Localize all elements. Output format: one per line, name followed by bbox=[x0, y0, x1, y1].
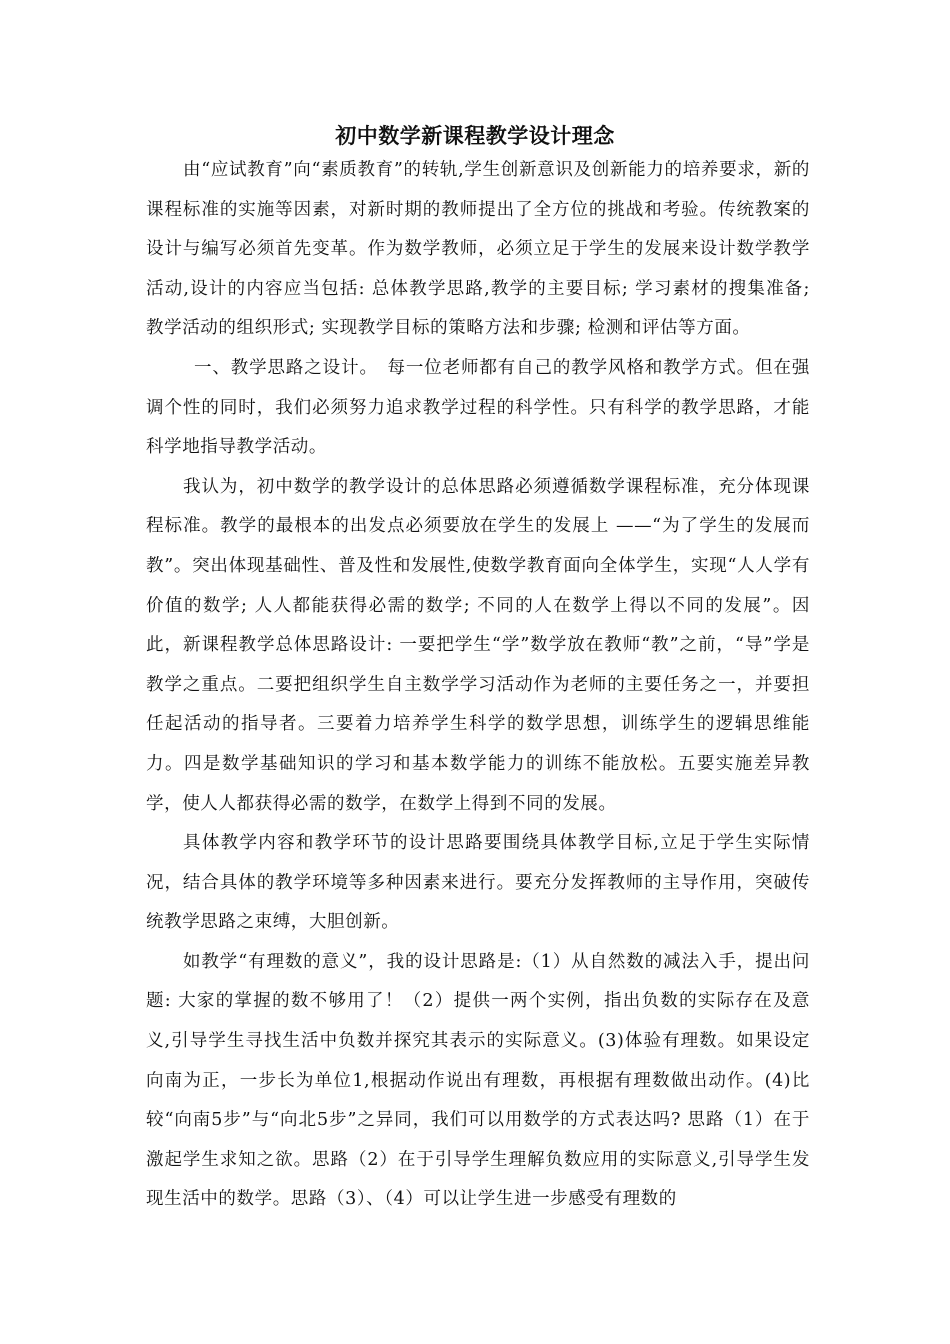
document-body bbox=[146, 151, 810, 1220]
paragraph-overall-approach: 我认为，初中数学的教学设计的总体思路必须遵循数学课程标准，充分体现课程标准。教学的最根本的出发点必须要放在学生的发展上 ——“为了学生的发展而教”。突出体现基础性、普及性和发展性,使数学教育面向全体学生，实现“人人学有价值的数学; 人人都能获得必需的数学; 不同的人在数学上得以不同的发展”。因此，新课程教学总体思路设计: 一要把学生“学”数学放在教师“教”之前，“导”学是教学之重点。二要把组织学生自主数学学习活动作为老师的主要任务之一，并要担任起活动的指导者。三要着力培养学生科学的数学思想，训练学生的逻辑思维能力。四是数学基础知识的学习和基本数学能力的训练不能放松。五要实施差异教学，使人人都获得必需的数学，在数学上得到不同的发展。 bbox=[146, 476, 810, 814]
document-title: 初中数学新课程教学设计理念 bbox=[335, 123, 615, 148]
paragraph-intro: 由“应试教育”向“素质教育”的转轨,学生创新意识及创新能力的培养要求，新的课程标准的实施等因素，对新时期的教师提出了全方位的挑战和考验。传统教案的设计与编写必须首先变革。作为数学教师，必须立足于学生的发展来设计数学教学活动,设计的内容应当包括: 总体教学思路,教学的主要目标; 学习素材的搜集准备; 教学活动的组织形式; 实现教学目标的策略方法和步骤; 检测和评估等方面。 bbox=[146, 160, 810, 339]
paragraph-example: 如教学“有理数的意义”，我的设计思路是:（1）从自然数的减法入手，提出问题: 大家的掌握的数不够用了！（2）提供一两个实例，指出负数的实际存在及意义,引导学生寻找生活中负数并探究其表示的实际意义。(3)体验有理数。如果设定向南为正，一步长为单位1,根据动作说出有理数，再根据有理数做出动作。(4)比较“向南5步”与“向北5步”之异同，我们可以用数学的方式表达吗? 思路（1）在于激起学生求知之欲。思路（2）在于引导学生理解负数应用的实际意义,引导学生发现生活中的数学。思路（3）、（4）可以让学生进一步感受有理数的 bbox=[146, 951, 810, 1210]
paragraph-section-one: 一、教学思路之设计。 每一位老师都有自己的教学风格和教学方式。但在强调个性的同时，我们必须努力追求教学过程的科学性。只有科学的教学思路，才能科学地指导教学活动。 bbox=[146, 357, 810, 458]
paragraph-specific-design: 具体教学内容和教学环节的设计思路要围绕具体教学目标,立足于学生实际情况，结合具体的教学环境等多种因素来进行。要充分发挥教师的主导作用，突破传统教学思路之束缚，大胆创新。 bbox=[146, 833, 810, 933]
